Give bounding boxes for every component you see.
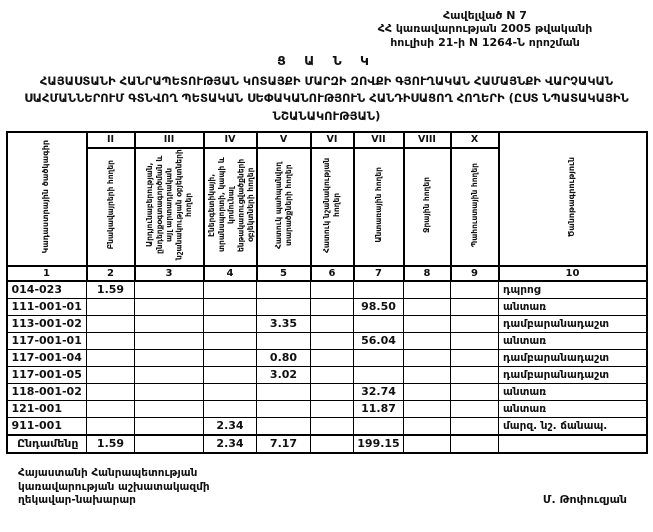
note-cell: անտառ bbox=[499, 383, 647, 400]
area-value-cell bbox=[354, 349, 404, 366]
column-title-text: Կադաստրային ծածկագիր bbox=[41, 140, 51, 254]
column-title-text: Պահուստային հողեր bbox=[469, 162, 479, 248]
area-value-cell bbox=[354, 281, 404, 299]
appendix-line-2: ՀՀ կառավարության 2005 թվականի bbox=[377, 22, 593, 36]
document-page bbox=[0, 9, 653, 532]
cadastral-code-cell: 117-001-04 bbox=[7, 349, 87, 366]
column-number-cell: 8 bbox=[404, 266, 451, 281]
area-value-cell bbox=[135, 349, 204, 366]
area-value-cell bbox=[404, 349, 451, 366]
total-label-cell: Ընդամենը bbox=[7, 435, 87, 453]
area-value-cell bbox=[135, 435, 204, 453]
cadastral-code-cell: 121-001 bbox=[7, 400, 87, 417]
note-cell: դամբարանադաշտ bbox=[499, 349, 647, 366]
column-number-cell: 6 bbox=[311, 266, 354, 281]
area-value-cell bbox=[311, 383, 354, 400]
column-header-settlement-lands bbox=[87, 148, 135, 266]
area-value-cell bbox=[135, 281, 204, 299]
table-row bbox=[7, 383, 647, 400]
area-value-cell bbox=[257, 332, 311, 349]
column-number-cell: 7 bbox=[354, 266, 404, 281]
area-value-cell bbox=[204, 349, 257, 366]
signer-name: Մ. Թոփուզյան bbox=[542, 492, 627, 506]
table-row bbox=[7, 332, 647, 349]
area-value-cell bbox=[135, 383, 204, 400]
column-title-text: Էներգետիկայի, տրանսպորտի, կապի և կոմունալ ենթակառուցվածքների օբյեկտների հողեր bbox=[206, 157, 255, 253]
column-header-water-lands bbox=[404, 148, 451, 266]
area-value-cell bbox=[404, 435, 451, 453]
area-value-cell bbox=[404, 332, 451, 349]
area-value-cell bbox=[451, 400, 499, 417]
area-value-cell bbox=[404, 417, 451, 435]
roman-numeral-cell: IV bbox=[204, 132, 257, 148]
roman-numeral-cell: X bbox=[451, 132, 499, 148]
signatory-title bbox=[18, 467, 210, 508]
column-number-cell: 4 bbox=[204, 266, 257, 281]
column-header-forest-lands bbox=[354, 148, 404, 266]
area-value-cell: 1.59 bbox=[87, 435, 135, 453]
area-value-cell bbox=[311, 332, 354, 349]
cadastral-code-cell: 118-001-02 bbox=[7, 383, 87, 400]
area-value-cell: 1.59 bbox=[87, 281, 135, 299]
note-cell: դամբարանադաշտ bbox=[499, 315, 647, 332]
column-header-reserve-lands bbox=[451, 148, 499, 266]
area-value-cell bbox=[87, 315, 135, 332]
cadastral-code-cell: 911-001 bbox=[7, 417, 87, 435]
roman-numeral-cell: VII bbox=[354, 132, 404, 148]
area-value-cell bbox=[404, 281, 451, 299]
area-value-cell bbox=[404, 400, 451, 417]
area-value-cell bbox=[354, 417, 404, 435]
roman-numeral-cell: III bbox=[135, 132, 204, 148]
column-header-industrial-lands bbox=[135, 148, 204, 266]
area-value-cell bbox=[257, 281, 311, 299]
column-title-text: Անտառային հողեր bbox=[373, 167, 383, 243]
area-value-cell bbox=[404, 383, 451, 400]
note-cell: դպրոց bbox=[499, 281, 647, 299]
table-row bbox=[7, 281, 647, 299]
column-number-cell: 5 bbox=[257, 266, 311, 281]
area-value-cell: 98.50 bbox=[354, 298, 404, 315]
column-title-text: Հատուկ պահպանվող տարածքների հողեր bbox=[273, 161, 293, 249]
area-value-cell: 3.35 bbox=[257, 315, 311, 332]
area-value-cell bbox=[204, 298, 257, 315]
note-cell bbox=[499, 435, 647, 453]
column-number-cell: 10 bbox=[499, 266, 647, 281]
table-row bbox=[7, 400, 647, 417]
area-value-cell bbox=[451, 298, 499, 315]
note-cell: անտառ bbox=[499, 400, 647, 417]
cadastral-code-cell: 117-001-01 bbox=[7, 332, 87, 349]
area-value-cell bbox=[204, 366, 257, 383]
area-value-cell: 11.87 bbox=[354, 400, 404, 417]
area-value-cell bbox=[451, 349, 499, 366]
table-body bbox=[7, 281, 647, 453]
area-value-cell bbox=[87, 417, 135, 435]
column-title-text: Ծանոթագրություն bbox=[567, 156, 577, 237]
area-value-cell: 3.02 bbox=[257, 366, 311, 383]
area-value-cell bbox=[204, 332, 257, 349]
area-value-cell bbox=[404, 315, 451, 332]
area-value-cell bbox=[87, 349, 135, 366]
area-value-cell bbox=[451, 332, 499, 349]
area-value-cell bbox=[204, 281, 257, 299]
appendix-line-3: հուլիսի 21-ի N 1264-Ն որոշման bbox=[390, 35, 580, 49]
document-title: ՀԱՅԱՍՏԱՆԻ ՀԱՆՐԱՊԵՏՈՒԹՅԱՆ ԿՈՏԱՅՔԻ ՄԱՐԶԻ ԶՈՎՔԻ ԳՅՈՒՂԱԿԱՆ ՀԱՄԱՅՆՔԻ ՎԱՐՉԱԿԱՆ ՍԱՀՄԱՆՆԵՐՈՒՄ ԳՏՆՎՈՂ ՊԵՏԱԿԱՆ ՍԵՓԱԿԱՆՈՒԹՅՈՒՆ ՀԱՆԴԻՍԱՑՈՂ ՀՈՂԵՐԻ (ԸՍՏ ՆՊԱՏԱԿԱՅԻՆ ՆՇԱՆԱԿՈՒԹՅԱՆ) bbox=[24, 74, 629, 123]
column-header-infrastructure-lands bbox=[204, 148, 257, 266]
note-cell: անտառ bbox=[499, 332, 647, 349]
area-value-cell: 2.34 bbox=[204, 435, 257, 453]
signatory-title-line-1: Հայաստանի Հանրապետության bbox=[18, 466, 198, 479]
area-value-cell bbox=[451, 366, 499, 383]
state-land-table bbox=[6, 131, 648, 454]
cadastral-code-cell: 111-001-01 bbox=[7, 298, 87, 315]
total-row bbox=[7, 435, 647, 453]
cadastral-code-cell: 117-001-05 bbox=[7, 366, 87, 383]
roman-numeral-cell: V bbox=[257, 132, 311, 148]
appendix-reference bbox=[335, 9, 635, 49]
area-value-cell bbox=[311, 349, 354, 366]
table-row bbox=[7, 349, 647, 366]
area-value-cell bbox=[451, 383, 499, 400]
roman-numeral-cell: VI bbox=[311, 132, 354, 148]
column-number-cell: 1 bbox=[7, 266, 87, 281]
area-value-cell bbox=[311, 400, 354, 417]
area-value-cell bbox=[311, 417, 354, 435]
area-value-cell bbox=[451, 281, 499, 299]
area-value-cell bbox=[257, 298, 311, 315]
roman-numeral-cell: II bbox=[87, 132, 135, 148]
area-value-cell bbox=[354, 366, 404, 383]
area-value-cell bbox=[135, 298, 204, 315]
area-value-cell bbox=[354, 315, 404, 332]
area-value-cell bbox=[311, 366, 354, 383]
column-header-protected-lands bbox=[257, 148, 311, 266]
area-value-cell: 0.80 bbox=[257, 349, 311, 366]
table-row bbox=[7, 298, 647, 315]
column-number-cell: 3 bbox=[135, 266, 204, 281]
area-value-cell: 7.17 bbox=[257, 435, 311, 453]
area-value-cell bbox=[87, 332, 135, 349]
column-title-text: Ջրային հողեր bbox=[422, 177, 432, 233]
note-cell: դամբարանադաշտ bbox=[499, 366, 647, 383]
cadastral-code-cell: 113-001-02 bbox=[7, 315, 87, 332]
area-value-cell bbox=[311, 435, 354, 453]
area-value-cell bbox=[87, 366, 135, 383]
table-row bbox=[7, 315, 647, 332]
area-value-cell bbox=[204, 383, 257, 400]
column-title-text: Հատուկ նշանակության հողեր bbox=[322, 157, 341, 253]
area-value-cell bbox=[204, 400, 257, 417]
area-value-cell bbox=[404, 298, 451, 315]
area-value-cell bbox=[135, 400, 204, 417]
column-number-cell: 9 bbox=[451, 266, 499, 281]
area-value-cell bbox=[135, 332, 204, 349]
area-value-cell bbox=[451, 315, 499, 332]
area-value-cell bbox=[257, 400, 311, 417]
area-value-cell bbox=[135, 366, 204, 383]
roman-numeral-cell: VIII bbox=[404, 132, 451, 148]
list-heading: Ց Ա Ն Կ bbox=[277, 53, 376, 69]
area-value-cell bbox=[311, 281, 354, 299]
note-cell: մարզ. նշ. ճանապ. bbox=[499, 417, 647, 435]
area-value-cell bbox=[451, 435, 499, 453]
column-header-note bbox=[499, 132, 647, 266]
column-title-text: Բնակավայրերի հողեր bbox=[105, 160, 115, 250]
signatory-title-line-2: կառավարության աշխատակազմի bbox=[18, 480, 210, 493]
area-value-cell: 199.15 bbox=[354, 435, 404, 453]
column-header-cadastral-code bbox=[7, 132, 87, 266]
roman-numeral-row bbox=[7, 132, 647, 148]
area-value-cell: 56.04 bbox=[354, 332, 404, 349]
column-number-row bbox=[7, 266, 647, 281]
area-value-cell: 32.74 bbox=[354, 383, 404, 400]
area-value-cell bbox=[311, 315, 354, 332]
appendix-line-1: Հավելված N 7 bbox=[443, 9, 527, 22]
area-value-cell bbox=[87, 383, 135, 400]
area-value-cell bbox=[135, 417, 204, 435]
signature-block bbox=[18, 467, 627, 508]
area-value-cell bbox=[87, 400, 135, 417]
area-value-cell bbox=[257, 417, 311, 435]
area-value-cell bbox=[451, 417, 499, 435]
area-value-cell bbox=[204, 315, 257, 332]
area-value-cell bbox=[135, 315, 204, 332]
table-row bbox=[7, 366, 647, 383]
table-row bbox=[7, 417, 647, 435]
area-value-cell bbox=[404, 366, 451, 383]
column-title-text: Արդյունաբերության, ընդերքօգտագործման և այլ արտադրական նշանակության օբյեկտների հողեր bbox=[144, 149, 193, 261]
column-number-cell: 2 bbox=[87, 266, 135, 281]
area-value-cell bbox=[87, 298, 135, 315]
column-header-special-purpose-lands bbox=[311, 148, 354, 266]
area-value-cell bbox=[311, 298, 354, 315]
signatory-title-line-3: ղեկավար-նախարար bbox=[18, 494, 136, 507]
area-value-cell: 2.34 bbox=[204, 417, 257, 435]
note-cell: անտառ bbox=[499, 298, 647, 315]
area-value-cell bbox=[257, 383, 311, 400]
cadastral-code-cell: 014-023 bbox=[7, 281, 87, 299]
